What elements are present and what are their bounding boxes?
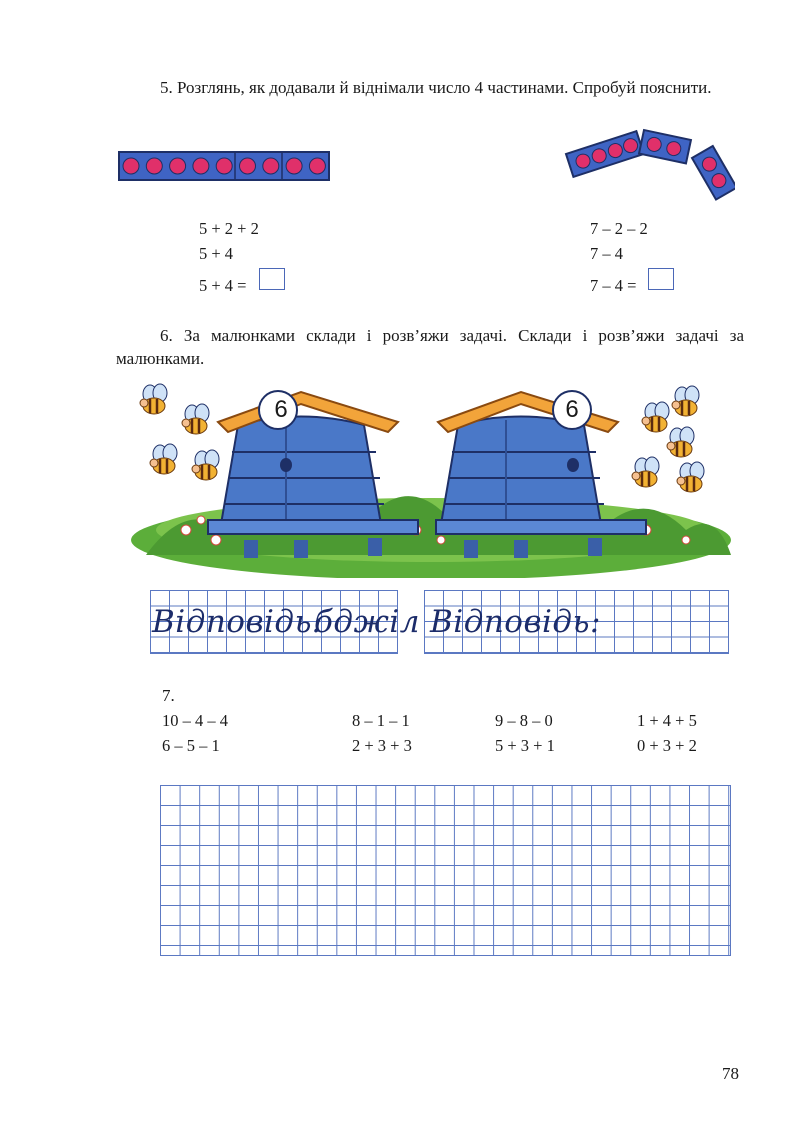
counter-dot — [286, 158, 302, 174]
counter-dot — [216, 158, 232, 174]
bee-icon — [632, 457, 659, 487]
counter-dot — [193, 158, 209, 174]
bee-icon — [182, 404, 209, 434]
task7-expr: 9 – 8 – 0 — [495, 711, 553, 730]
page-number: 78 — [722, 1064, 739, 1083]
counter-strip-bent — [560, 124, 735, 216]
answer-right-label: Відповідь: — [430, 604, 601, 640]
counter-dot — [263, 158, 279, 174]
task7-expr: 1 + 4 + 5 — [637, 711, 697, 730]
beehive-illustration — [126, 380, 736, 578]
bee-icon — [140, 384, 167, 414]
task7-number: 7. — [162, 686, 175, 705]
expr-right-2: 7 – 4 — [590, 244, 623, 263]
counter-strip-straight — [118, 150, 332, 184]
task7-expr: 5 + 3 + 1 — [495, 736, 555, 755]
counter-dot — [170, 158, 186, 174]
expr-right-1: 7 – 2 – 2 — [590, 219, 648, 238]
bee-icon — [192, 450, 219, 480]
answer-box-right[interactable] — [648, 268, 674, 290]
bee-icon — [677, 462, 704, 492]
task7-expr: 10 – 4 – 4 — [162, 711, 228, 730]
expr-left-3: 5 + 4 = — [199, 276, 247, 295]
task7-expr: 2 + 3 + 3 — [352, 736, 412, 755]
hive-number-right: 6 — [565, 396, 579, 423]
bee-icon — [642, 402, 669, 432]
task5-text: 5. Розглянь, як додавали й віднімали число 4 частинами. Спробуй пояснити. — [160, 78, 712, 97]
counter-dot — [309, 158, 325, 174]
counter-dot — [240, 158, 256, 174]
answer-box-left[interactable] — [259, 268, 285, 290]
expr-left-1: 5 + 2 + 2 — [199, 219, 259, 238]
answer-left-value: бджіл — [314, 604, 420, 640]
task7-expr: 6 – 5 – 1 — [162, 736, 220, 755]
task7-expr: 8 – 1 – 1 — [352, 711, 410, 730]
expr-left-2: 5 + 4 — [199, 244, 234, 263]
expr-right-3: 7 – 4 = — [590, 276, 637, 295]
bee-icon — [672, 386, 699, 416]
hive-number-left: 6 — [274, 396, 288, 423]
bee-icon — [667, 427, 694, 457]
task6-text: 6. За малюнками склади і розв’яжи задачі. Склади і розв’яжи задачі за малюнками. — [116, 326, 744, 368]
task7-expr: 0 + 3 + 2 — [637, 736, 697, 755]
bee-icon — [150, 444, 177, 474]
counter-dot — [123, 158, 139, 174]
work-grid[interactable] — [160, 785, 731, 956]
answer-left-label: Відповідь: — [152, 604, 323, 640]
counter-dot — [146, 158, 162, 174]
